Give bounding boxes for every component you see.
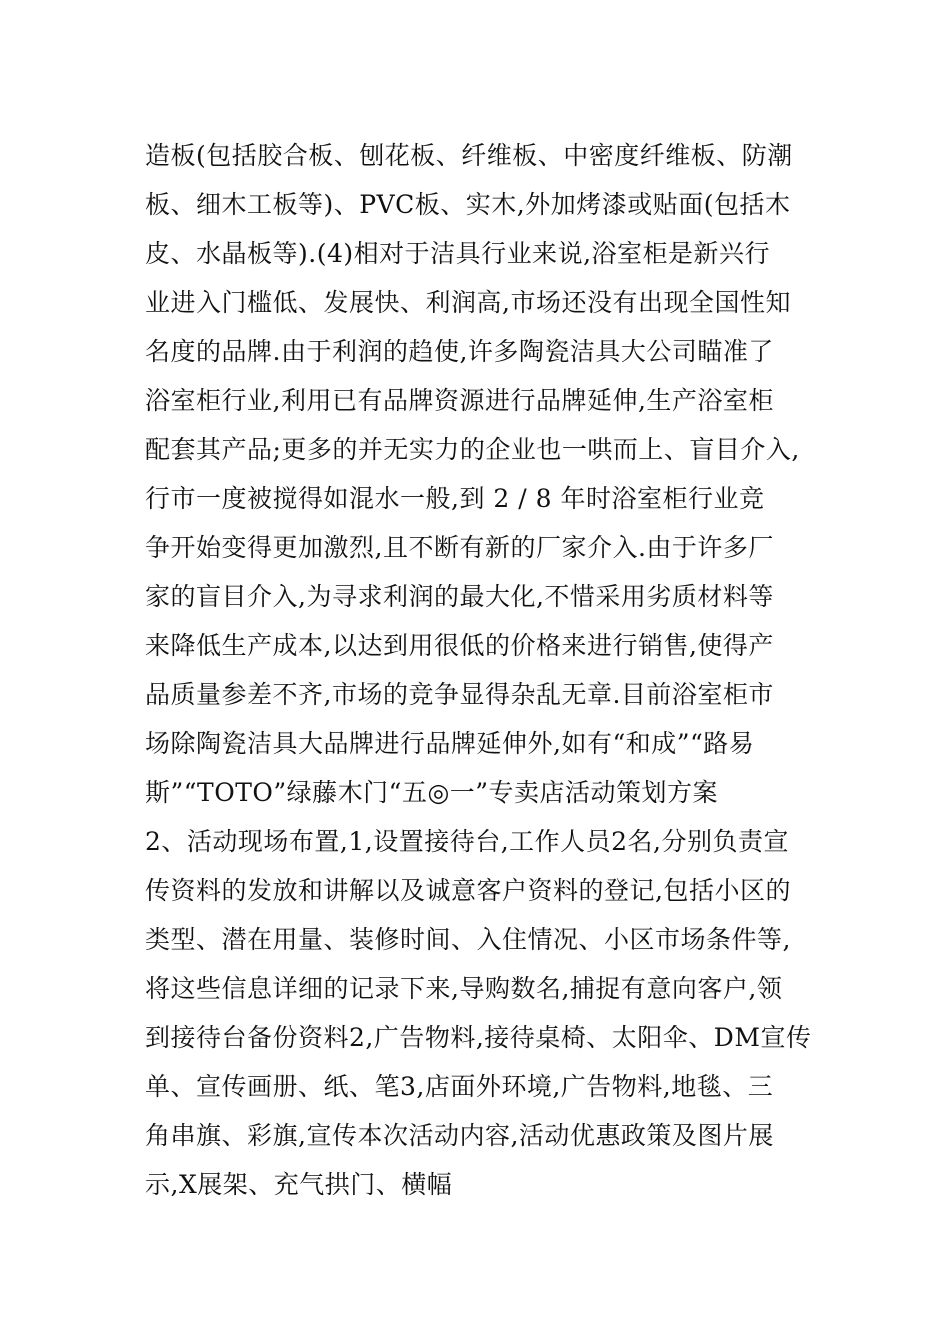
text-line: 业进入门槛低、发展快、利润高,市场还没有出现全国性知 bbox=[145, 288, 791, 317]
text-line: 板、细木工板等)、PVC板、实木,外加烤漆或贴面(包括木 bbox=[145, 190, 791, 219]
text-line: 造板(包括胶合板、刨花板、纤维板、中密度纤维板、防潮 bbox=[145, 141, 793, 170]
text-line: 品质量参差不齐,市场的竞争显得杂乱无章.目前浴室柜市 bbox=[145, 680, 774, 709]
text-line: 家的盲目介入,为寻求利润的最大化,不惜采用劣质材料等 bbox=[145, 582, 774, 611]
text-line: 浴室柜行业,利用已有品牌资源进行品牌延伸,生产浴室柜 bbox=[145, 386, 774, 415]
body-text bbox=[145, 131, 815, 1209]
text-line: 来降低生产成本,以达到用很低的价格来进行销售,使得产 bbox=[145, 631, 774, 660]
text-line: 类型、潜在用量、装修时间、入住情况、小区市场条件等, bbox=[145, 925, 791, 954]
text-line: 到接待台备份资料2,广告物料,接待桌椅、太阳伞、DM宣传 bbox=[145, 1023, 812, 1052]
text-line: 角串旗、彩旗,宣传本次活动内容,活动优惠政策及图片展 bbox=[145, 1121, 774, 1150]
text-line: 斯”“TOTO”绿藤木门“五◎一”专卖店活动策划方案 bbox=[145, 778, 719, 807]
text-line: 单、宣传画册、纸、笔3,店面外环境,广告物料,地毯、三 bbox=[145, 1072, 774, 1101]
text-line: 行市一度被搅得如混水一般,到 2 / 8 年时浴室柜行业竞 bbox=[145, 484, 765, 513]
text-line: 配套其产品;更多的并无实力的企业也一哄而上、盲目介入, bbox=[145, 435, 800, 464]
text-line: 名度的品牌.由于利润的趋使,许多陶瓷洁具大公司瞄准了 bbox=[145, 337, 774, 366]
text-line: 皮、水晶板等).(4)相对于洁具行业来说,浴室柜是新兴行 bbox=[145, 239, 771, 268]
text-line: 将这些信息详细的记录下来,导购数名,捕捉有意向客户,领 bbox=[145, 974, 783, 1003]
text-line: 2、活动现场布置,1,设置接待台,工作人员2名,分别负责宣 bbox=[145, 827, 790, 856]
text-line: 场除陶瓷洁具大品牌进行品牌延伸外,如有“和成”“路易 bbox=[145, 729, 755, 758]
text-line: 争开始变得更加激烈,且不断有新的厂家介入.由于许多厂 bbox=[145, 533, 774, 562]
text-line: 传资料的发放和讲解以及诚意客户资料的登记,包括小区的 bbox=[145, 876, 791, 905]
text-line: 示,X展架、充气拱门、横幅 bbox=[145, 1170, 453, 1199]
